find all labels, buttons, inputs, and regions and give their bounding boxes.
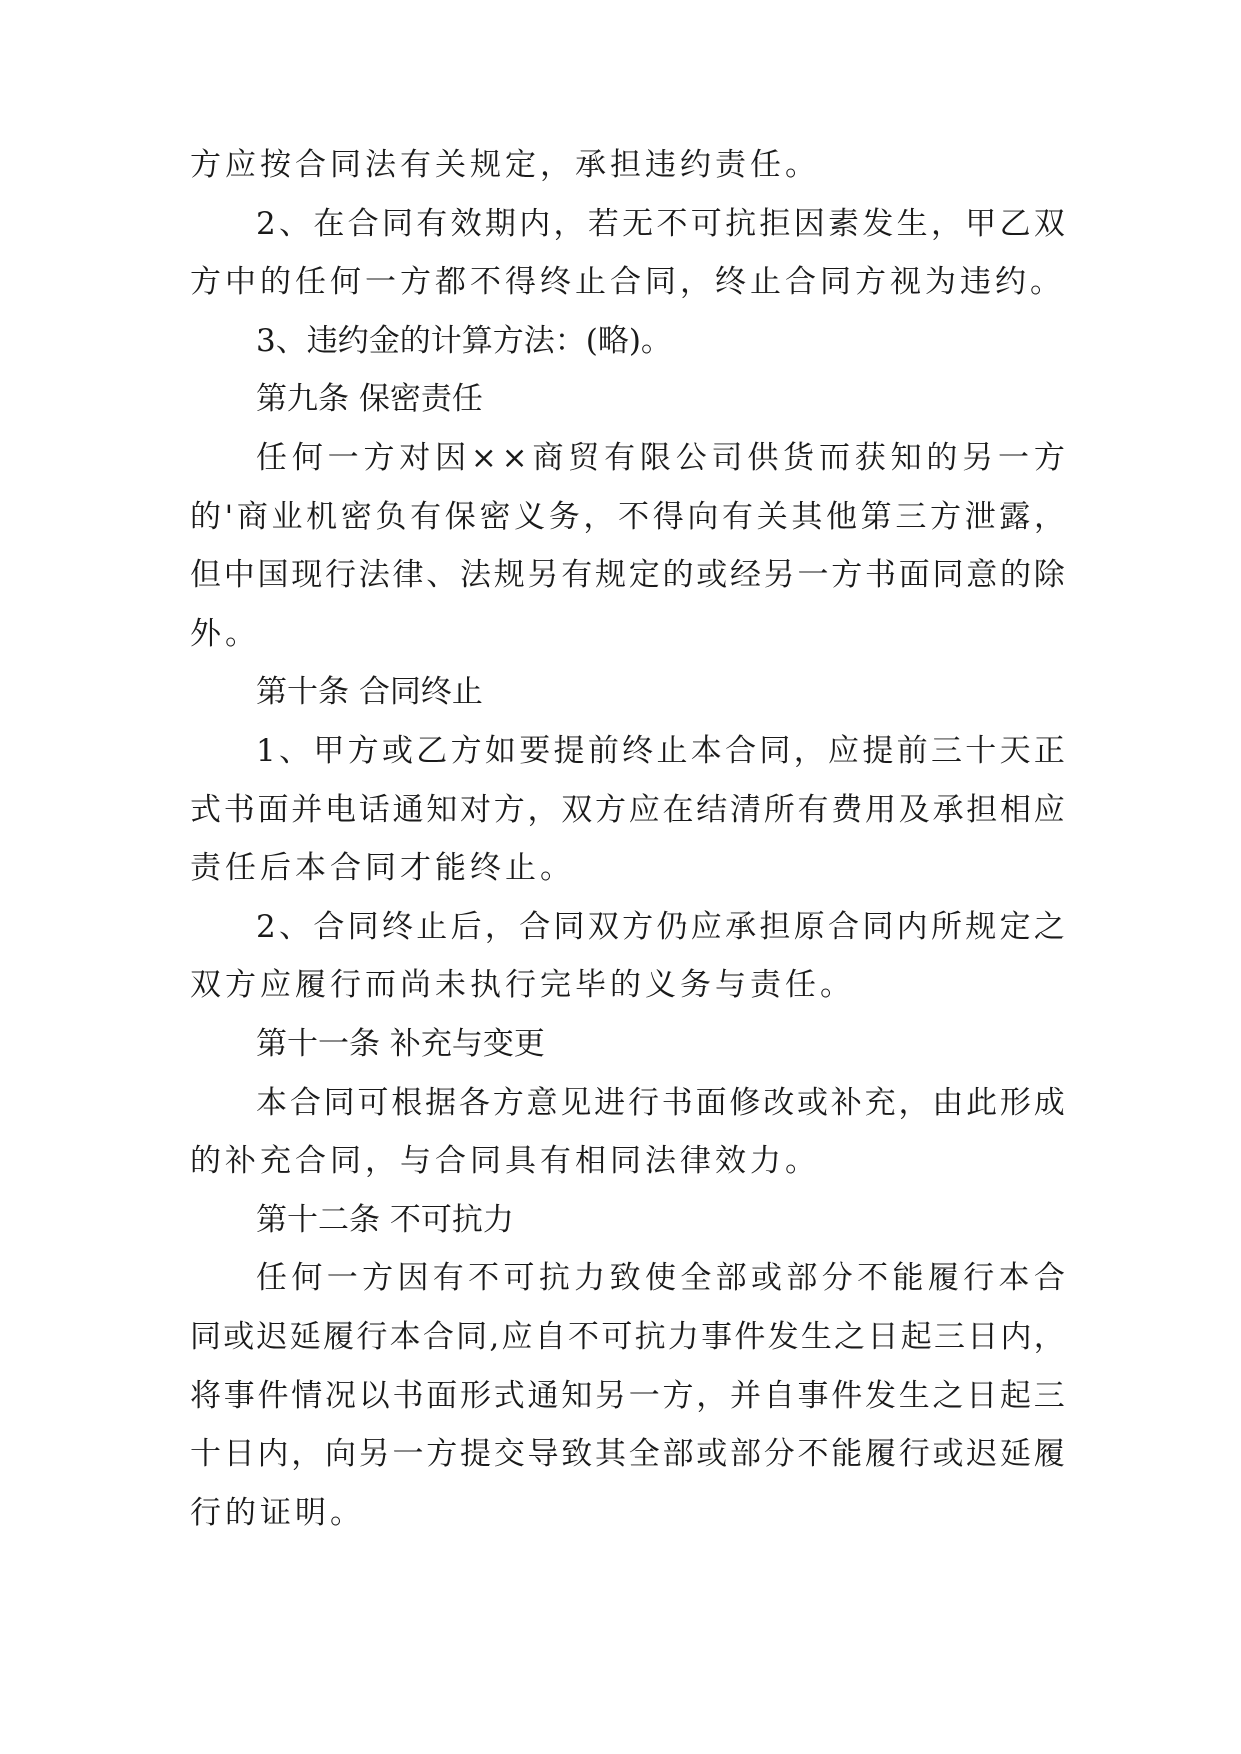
text-line: 1 、 甲 方 或 乙 方 如 要 提 前 终 止 本 合 同 ， 应 提 前 三 十 天 正: [256, 733, 1065, 769]
text-line: 第九条 保密责任: [256, 381, 483, 418]
text-line: 的 ' 商 业 机 密 负 有 保 密 义 务 ， 不 得 向 有 关 其 他 第 三 方 泄 露 ，: [190, 498, 1065, 535]
text-line: 将 事 件 情 况 以 书 面 形 式 通 知 另 一 方 ， 并 自 事 件 发 生 之 日 起 三: [190, 1377, 1065, 1414]
text-line: 但 中 国 现 行 法 律 、 法 规 另 有 规 定 的 或 经 另 一 方 书 面 同 意 的 除: [190, 557, 1065, 594]
text-line: 任 何 一 方 因 有 不 可 抗 力 致 使 全 部 或 部 分 不 能 履 行 本 合: [256, 1260, 1065, 1297]
text-line: 3、违约金的计算方法：(略)。: [256, 322, 672, 359]
text-line: 双方应履行而尚未执行完毕的义务与责任。: [190, 967, 855, 1004]
text-line: 责任后本合同才能终止。: [190, 850, 575, 887]
text-line: 本 合 同 可 根 据 各 方 意 见 进 行 书 面 修 改 或 补 充 ， 由 此 形 成: [256, 1084, 1065, 1121]
text-line: 2 、 在 合 同 有 效 期 内 ， 若 无 不 可 抗 拒 因 素 发 生 ， 甲 乙 双: [256, 205, 1065, 242]
text-line: 第十二条 不可抗力: [256, 1201, 514, 1238]
text-line: 方中的任何一方都不得终止合同，终止合同方视为违约。: [190, 264, 1065, 301]
text-line: 任 何 一 方 对 因 × × 商 贸 有 限 公 司 供 货 而 获 知 的 另 一 方: [256, 440, 1065, 476]
text-line: 式 书 面 并 电 话 通 知 对 方 ， 双 方 应 在 结 清 所 有 费 用 及 承 担 相 应: [190, 791, 1065, 828]
text-line: 第十条 合同终止: [256, 674, 483, 711]
text-line: 2 、 合 同 终 止 后 ， 合 同 双 方 仍 应 承 担 原 合 同 内 所 规 定 之: [256, 908, 1065, 945]
text-line: 第十一条 补充与变更: [256, 1026, 545, 1062]
text-line: 方应按合同法有关规定，承担违约责任。: [190, 147, 820, 183]
text-line: 行的证明。: [190, 1494, 365, 1531]
text-line: 十 日 内 ， 向 另 一 方 提 交 导 致 其 全 部 或 部 分 不 能 履 行 或 迟 延 履: [190, 1436, 1065, 1473]
text-line: 外。: [190, 615, 260, 652]
text-line: 同 或 迟 延 履 行 本 合 同 , 应 自 不 可 抗 力 事 件 发 生 之 日 起 三 日 内 ，: [190, 1319, 1065, 1355]
text-line: 的补充合同，与合同具有相同法律效力。: [190, 1143, 820, 1180]
